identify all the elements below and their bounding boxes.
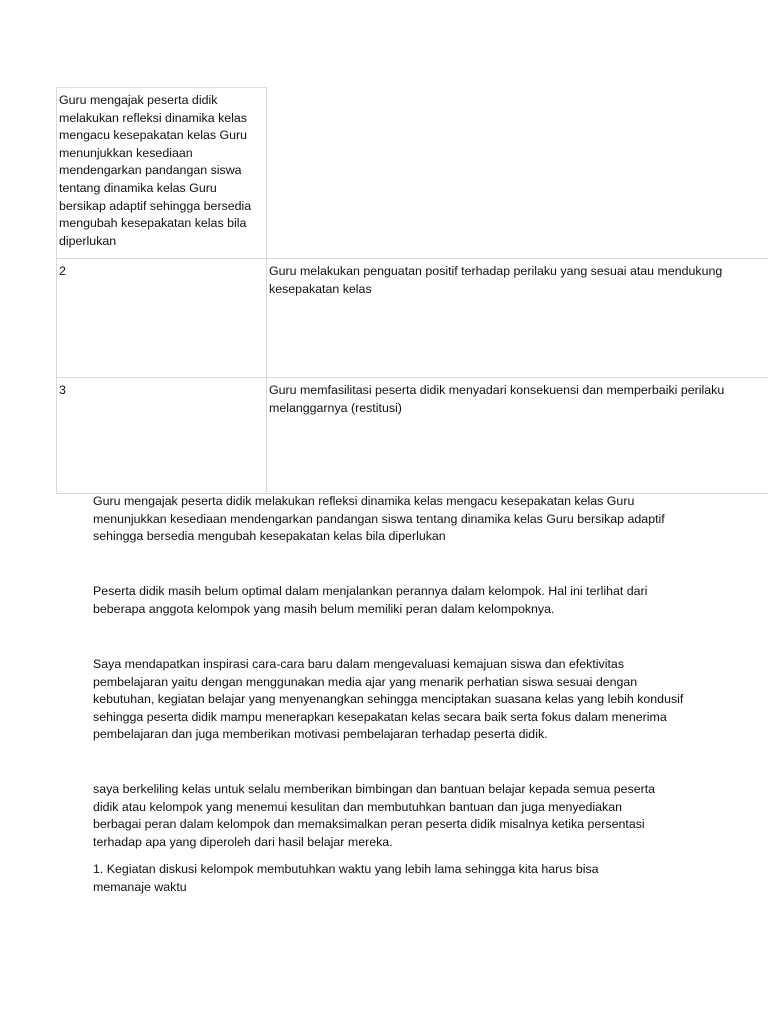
table-row-description: Guru melakukan penguatan positif terhadap perilaku yang sesuai atau mendukung kesepakatan kelas — [269, 264, 723, 296]
paragraph-group-roles: Peserta didik masih belum optimal dalam menjalankan perannya dalam kelompok. Hal ini terlihat dari beberapa anggota kelompok yang masih belum memiliki peran dalam kelompoknya. — [93, 584, 648, 616]
paragraph-inspiration: Saya mendapatkan inspirasi cara-cara baru dalam mengevaluasi kemajuan siswa dan efektivitas pembelajaran yaitu dengan menggunakan media ajar yang menarik perhatian siswa sesuai dengan kebutuhan, kegiatan belajar yang menyenangkan sehingga menciptakan suasana kelas yang lebih kondusif sehingga peserta didik mampu menerapkan kesepakatan kelas secara baik serta fokus dalam menerima pembelajaran dan juga memberikan motivasi pembelajaran terhadap peserta didik. — [93, 657, 684, 742]
paragraph-reflection: Guru mengajak peserta didik melakukan refleksi dinamika kelas mengacu kesepakatan kelas Guru menunjukkan kesediaan mendengarkan pandangan siswa tentang dinamika kelas Guru bersikap adaptif sehingga bersedia mengubah kesepakatan kelas bila diperlukan — [93, 494, 665, 544]
table-cell-top — [56, 87, 267, 258]
table-row-2-description-cell — [266, 258, 768, 377]
table-row-number: 2 — [59, 264, 66, 278]
table-row-3-description-cell — [266, 377, 768, 494]
table-row-description: Guru memfasilitasi peserta didik menyadari konsekuensi dan memperbaiki perilaku melanggarnya (restitusi) — [269, 383, 725, 415]
table-cell-text: Guru mengajak peserta didik melakukan refleksi dinamika kelas mengacu kesepakatan kelas Guru menunjukkan kesediaan mendengarkan pandangan siswa tentang dinamika kelas Guru bersikap adaptif sehingga bersedia mengubah kesepakatan kelas bila diperlukan — [59, 93, 252, 248]
paragraph-list-item-1: 1. Kegiatan diskusi kelompok membutuhkan waktu yang lebih lama sehingga kita harus bisa memanaje waktu — [93, 862, 599, 894]
table-row-3-number-cell — [56, 377, 267, 494]
paragraph-guidance: saya berkeliling kelas untuk selalu memberikan bimbingan dan bantuan belajar kepada semua peserta didik atau kelompok yang menemui kesulitan dan membutuhkan bantuan dan juga menyediakan berbagai peran dalam kelompok dan memaksimalkan peran peserta didik misalnya ketika persentasi terhadap apa yang diperoleh dari hasil belajar mereka. — [93, 782, 656, 849]
table-row-2-number-cell — [56, 258, 267, 377]
table-row-number: 3 — [59, 383, 66, 397]
